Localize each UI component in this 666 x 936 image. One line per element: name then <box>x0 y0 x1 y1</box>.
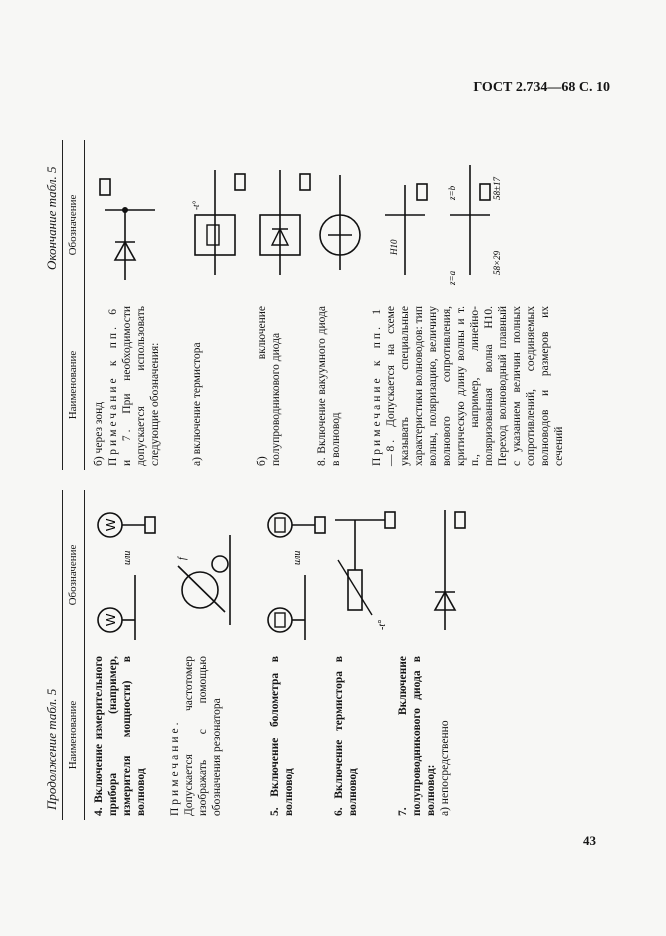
svg-text:H10: H10 <box>389 239 399 255</box>
svg-text:или: или <box>122 550 133 565</box>
left-row-5-text: 5. Включение болометра в волновод <box>269 656 295 816</box>
left-row-7-sub: а) непосредственно <box>439 720 451 816</box>
svg-text:f: f <box>177 557 188 560</box>
left-row-note-text: Примечание. Допускается частотомер изображать с помощью обозначения резонатора <box>169 656 223 816</box>
wattmeter-symbol <box>90 495 160 645</box>
rotated-table-area <box>40 140 565 830</box>
right-table-header-rule <box>84 140 85 470</box>
thermistor-box-symbol <box>185 155 255 285</box>
standard-header: ГОСТ 2.734—68 С. 10 <box>473 80 610 95</box>
svg-text:-t°: -t° <box>377 619 388 630</box>
thermistor-symbol <box>330 500 400 640</box>
bolometer-symbol <box>260 495 330 645</box>
left-table-header-rule <box>84 490 85 820</box>
svg-text:W: W <box>103 518 118 531</box>
right-row-thermistor-text: а) включение термистора <box>191 342 203 466</box>
svg-text:z=b: z=b <box>447 185 457 200</box>
left-row-6-text: 6. Включение термистора в волновод <box>333 656 359 816</box>
left-col-symbol-header: Обозначение <box>67 544 79 606</box>
right-col-name-header: Наименование <box>67 350 79 420</box>
right-note-label-2: Примечание к пп. 1—8. <box>371 306 397 466</box>
right-row-probe-text: б) через зонд Примечание к пп. 6 и 7. При необходимости допускается использовать следующие обозначения: <box>93 306 161 466</box>
left-row-7-text: 7. Включение полупроводникового диода в волновод: а) непосредственно <box>397 656 451 816</box>
waveguide-char-symbol <box>375 145 505 295</box>
vacuum-diode-symbol <box>310 165 370 275</box>
svg-text:W: W <box>103 613 118 626</box>
left-table-top-rule <box>62 490 63 820</box>
svg-text:58±17: 58±17 <box>492 177 502 200</box>
page-number: 43 <box>583 833 596 848</box>
right-table-caption: Окончание табл. 5 <box>44 166 59 270</box>
left-col-name-header: Наименование <box>67 700 79 770</box>
svg-text:58×29: 58×29 <box>492 250 502 275</box>
right-row-8-text: 8. Включение вакуумного диода в волновод <box>316 306 342 466</box>
right-row-note-text: Примечание к пп. 1—8. Допускается на схеме указывать специальные характеристики волноводов: тип волны, поляризацию, величину волнового сопротивления, критическую длину волны и т. п., например, линейно-поляризованная волна H10. Переход волноводный плавный с указанием величин полных сопротивлений, соединяемых волноводов и размеров их сечений <box>371 305 565 466</box>
svg-text:-t°: -t° <box>191 200 201 210</box>
left-row-4-text: 4. Включение измерительного прибора (например, измерителя мощности) в волновод <box>93 656 147 816</box>
right-note-label: Примечание к пп. 6 и 7. <box>107 306 133 466</box>
right-row-semiconductor-text: б) включение полупроводникового диода <box>256 306 282 466</box>
probe-diode-symbol <box>95 150 165 290</box>
note-label: Примечание. <box>169 719 181 816</box>
right-table-top-rule <box>62 140 63 470</box>
diode-direct-symbol <box>420 500 480 640</box>
svg-text:или: или <box>292 550 303 565</box>
right-col-symbol-header: Обозначение <box>67 194 79 256</box>
frequency-meter-symbol <box>170 510 250 630</box>
svg-text:z=a: z=a <box>447 270 457 285</box>
left-table-caption: Продолжение табл. 5 <box>44 688 59 810</box>
